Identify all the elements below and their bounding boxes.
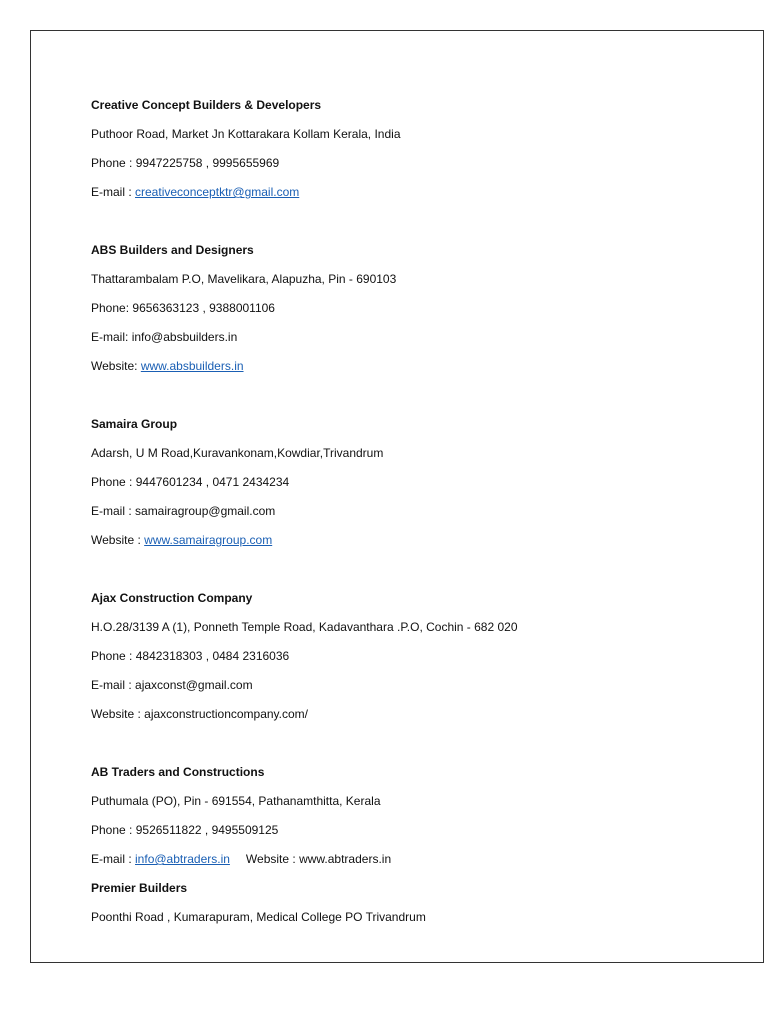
phone-value: 9947225758 , 9995655969 — [135, 156, 280, 170]
company-name: AB Traders and Constructions — [91, 765, 265, 779]
spacer — [91, 207, 731, 236]
document-page — [30, 30, 764, 963]
company-email — [91, 178, 731, 207]
company-name: ABS Builders and Designers — [91, 243, 254, 257]
company-phone — [91, 294, 731, 323]
phone-value: 9526511822 , 9495509125 — [135, 823, 279, 837]
phone-value: 9656363123 , 9388001106 — [132, 301, 275, 315]
website-label: Website : — [245, 852, 296, 866]
phone-label: Phone: — [91, 301, 130, 315]
phone-label: Phone : — [91, 823, 133, 837]
company-name: Creative Concept Builders & Developers — [91, 98, 322, 112]
company-name: Premier Builders — [91, 881, 188, 895]
company-address: Puthoor Road, Market Jn Kottarakara Kollam Kerala, India — [91, 127, 401, 141]
company-email — [91, 323, 731, 352]
company-phone — [91, 468, 731, 497]
company-phone — [91, 816, 731, 845]
website-value: www.abtraders.in — [299, 852, 392, 866]
company-website — [91, 526, 731, 555]
phone-value: 9447601234 , 0471 2434234 — [135, 475, 290, 489]
website-label: Website : — [91, 707, 141, 721]
email-label: E-mail: — [91, 330, 129, 344]
document-content — [91, 91, 731, 932]
email-label: E-mail : — [91, 185, 132, 199]
phone-label: Phone : — [91, 156, 133, 170]
email-link[interactable]: info@abtraders.in — [135, 852, 230, 866]
email-link[interactable]: creativeconceptktr@gmail.com — [135, 185, 300, 199]
company-website — [91, 352, 731, 381]
company-address: Thattarambalam P.O, Mavelikara, Alapuzha, Pin - 690103 — [91, 272, 397, 286]
spacer — [91, 555, 731, 584]
phone-value: 4842318303 , 0484 2316036 — [135, 649, 290, 663]
website-label: Website: — [91, 359, 138, 373]
company-address: Poonthi Road , Kumarapuram, Medical College PO Trivandrum — [91, 910, 426, 924]
spacer — [91, 381, 731, 410]
company-name: Samaira Group — [91, 417, 178, 431]
email-value: info@absbuilders.in — [131, 330, 238, 344]
company-email — [91, 671, 731, 700]
website-label: Website : — [91, 533, 141, 547]
email-label: E-mail : — [91, 678, 132, 692]
phone-label: Phone : — [91, 649, 133, 663]
company-name: Ajax Construction Company — [91, 591, 253, 605]
website-link[interactable]: www.samairagroup.com — [144, 533, 273, 547]
company-email-website — [91, 845, 731, 874]
email-value: samairagroup@gmail.com — [135, 504, 276, 518]
email-label: E-mail : — [91, 852, 132, 866]
phone-label: Phone : — [91, 475, 133, 489]
company-address: Puthumala (PO), Pin - 691554, Pathanamthitta, Kerala — [91, 794, 381, 808]
company-address: Adarsh, U M Road,Kuravankonam,Kowdiar,Trivandrum — [91, 446, 384, 460]
company-address: H.O.28/3139 A (1), Ponneth Temple Road, Kadavanthara .P.O, Cochin - 682 020 — [91, 620, 518, 634]
company-phone — [91, 149, 731, 178]
company-website — [91, 700, 731, 729]
company-phone — [91, 642, 731, 671]
email-label: E-mail : — [91, 504, 132, 518]
spacer — [91, 729, 731, 758]
company-email — [91, 497, 731, 526]
email-value: ajaxconst@gmail.com — [135, 678, 253, 692]
website-value: ajaxconstructioncompany.com/ — [144, 707, 309, 721]
website-link[interactable]: www.absbuilders.in — [140, 359, 244, 373]
